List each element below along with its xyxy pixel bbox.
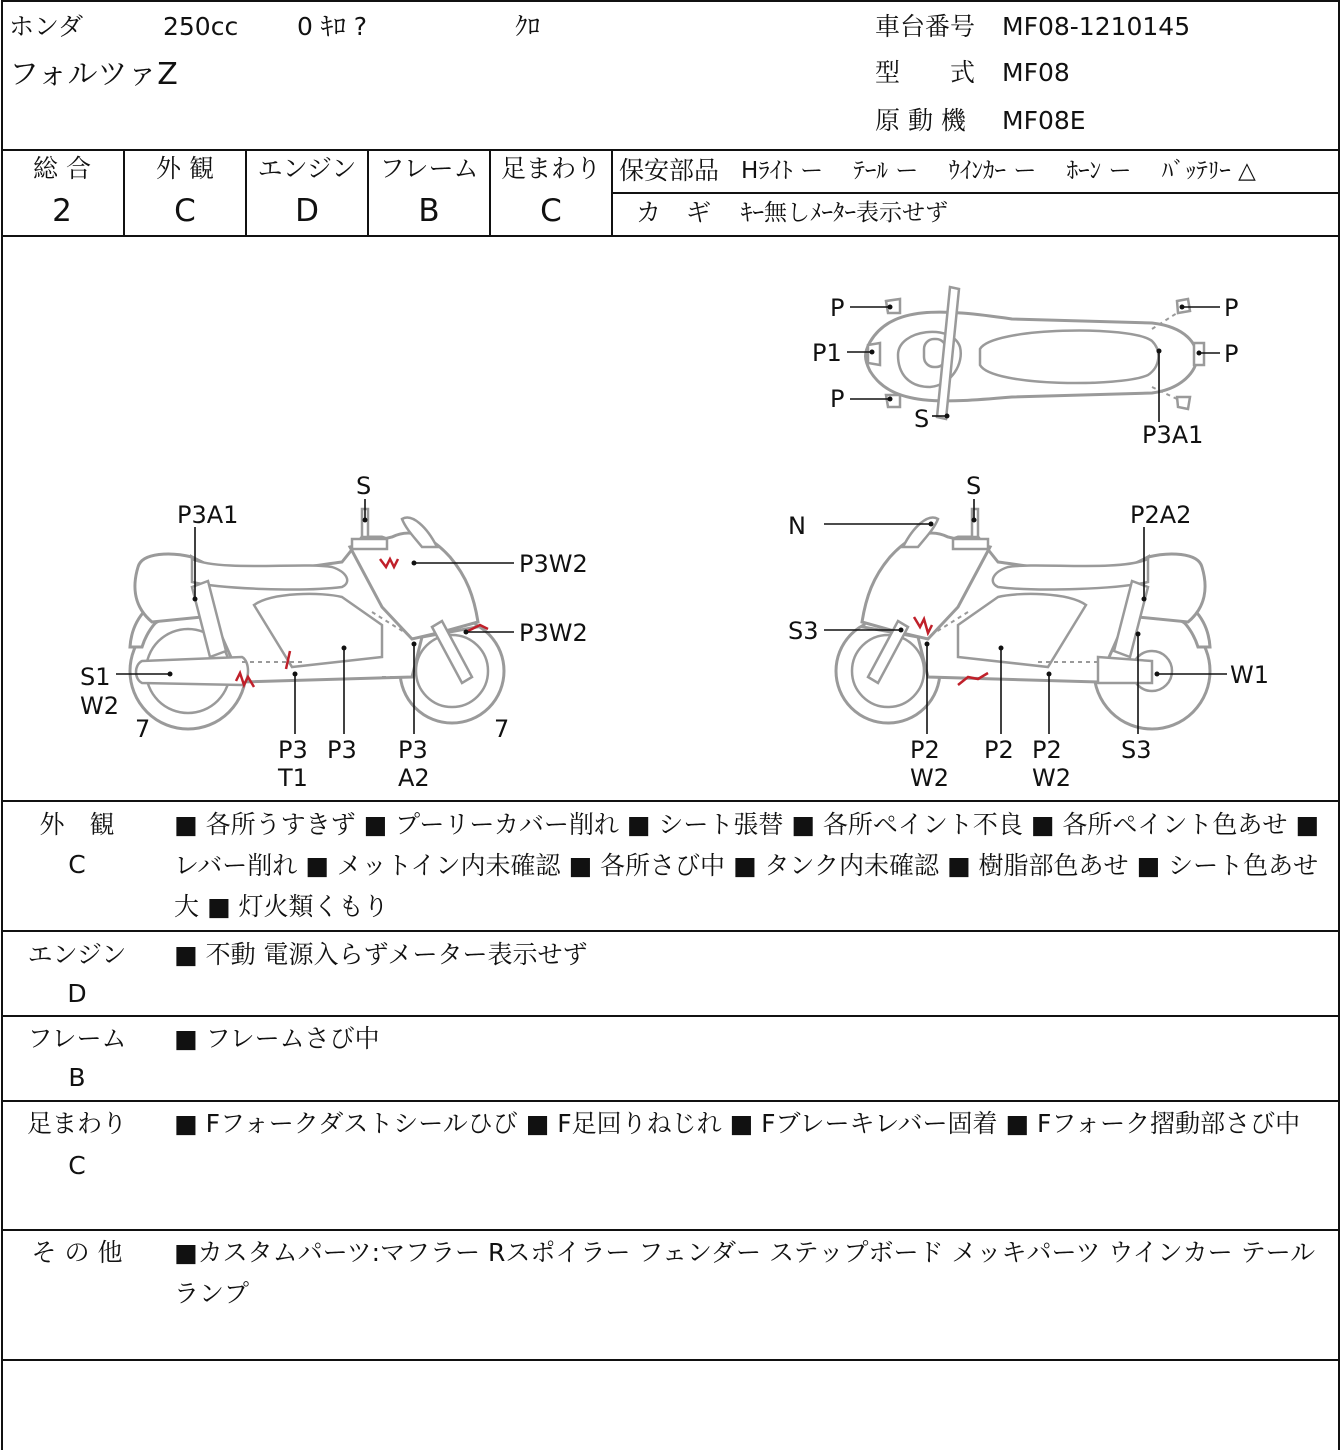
grade-label-exterior: 外 観	[156, 154, 214, 183]
type-value: MF08	[1002, 58, 1070, 87]
right-label-w1: W1	[1230, 661, 1269, 689]
suspension-title: 足まわり	[26, 1109, 127, 1138]
right-label-p2a2: P2A2	[1130, 501, 1192, 529]
divider-exterior	[2, 930, 1339, 932]
exterior-title: 外 観	[39, 810, 115, 839]
top-dot-p4	[1197, 351, 1202, 356]
suspension-remarks: ■ Fフォークダストシールひび ■ F足回りねじれ ■ Fブレーキレバー固着 ■ Fフォーク摺動部さび中	[174, 1109, 1301, 1138]
divider-engine	[2, 1015, 1339, 1017]
mileage: 0 ｷﾛ ?	[297, 12, 368, 41]
grade-value-frame: B	[418, 193, 440, 229]
right-label-s: S	[966, 472, 982, 500]
left-dot-p3a2	[412, 642, 417, 647]
divider-safety	[612, 192, 1339, 194]
engine-value: MF08E	[1002, 106, 1086, 135]
right-label-p2-3: P2	[1032, 736, 1062, 764]
top-view-mirror-2	[886, 395, 900, 407]
top-label-p1: P1	[812, 339, 842, 367]
suspension-grade: C	[68, 1151, 86, 1180]
top-label-s: S	[914, 405, 930, 433]
top-label-p-2: P	[830, 385, 845, 413]
right-label-s3-2: S3	[1121, 736, 1152, 764]
right-label-w2-1: W2	[910, 764, 949, 792]
other-remarks: ■カスタムパーツ:マフラー Rスポイラー フェンダー ステップボード メッキパーツ ウインカー テールランプ	[174, 1238, 1316, 1308]
grade-value-exterior: C	[174, 193, 196, 229]
grade-label-frame: フレーム	[379, 154, 479, 183]
right-dot-s3a	[899, 628, 904, 633]
left-label-a2: A2	[398, 764, 430, 792]
left-dot-s1	[168, 672, 173, 677]
divider-frame	[2, 1100, 1339, 1102]
left-label-t1: T1	[278, 764, 308, 792]
divider-header	[2, 149, 1339, 151]
top-label-p-3: P	[1224, 294, 1239, 322]
right-label-s3-1: S3	[788, 617, 819, 645]
left-label-7-front: 7	[494, 715, 510, 743]
other-title: そ の 他	[31, 1238, 123, 1267]
left-label-s1: S1	[80, 663, 111, 691]
left-label-p3a1: P3A1	[177, 501, 239, 529]
model-name: フォルツァZ	[9, 57, 178, 92]
divider-diagram	[2, 800, 1339, 802]
engine-remarks: ■ 不動 電源入らずメーター表示せず	[174, 940, 588, 969]
top-label-p-1: P	[830, 294, 845, 322]
right-label-n: N	[788, 512, 806, 540]
frame-grade: B	[68, 1063, 86, 1092]
right-dot-p2w2b	[1047, 672, 1052, 677]
left-dot-p3a1	[193, 597, 198, 602]
right-dot-p2w2a	[925, 642, 930, 647]
frame-remarks: ■ フレームさび中	[174, 1024, 380, 1053]
frame-title: フレーム	[27, 1024, 127, 1053]
divider-suspension	[2, 1229, 1339, 1231]
divider-other	[2, 1359, 1339, 1361]
top-view-light-front	[868, 343, 880, 365]
top-dot-p1b	[870, 350, 875, 355]
frame-no: MF08-1210145	[1002, 12, 1191, 41]
left-view-scooter	[80, 472, 588, 792]
top-dot-p3	[1180, 305, 1185, 310]
right-label-w2-2: W2	[1032, 764, 1071, 792]
right-dot-n	[929, 522, 934, 527]
grade-label-suspension: 足まわり	[500, 154, 601, 183]
frame-no-label: 車台番号	[875, 12, 976, 41]
right-handle	[953, 539, 988, 549]
right-dot-w1	[1155, 672, 1160, 677]
grade-value-overall: 2	[52, 193, 72, 229]
right-dot-s3b	[1136, 632, 1141, 637]
top-label-p-4: P	[1224, 340, 1239, 368]
left-label-p3-3: P3	[398, 736, 428, 764]
engine-grade: D	[67, 979, 87, 1008]
right-dot-s	[972, 518, 977, 523]
grade-value-suspension: C	[540, 193, 562, 229]
top-view-winker-rear-2	[1177, 397, 1190, 409]
top-view-scooter	[812, 287, 1238, 449]
key-value: ｷｰ無しﾒｰﾀｰ表示せず	[741, 200, 948, 226]
grade-label-engine: エンジン	[257, 154, 357, 183]
damage-diagram	[2, 237, 1339, 800]
top-label-p3a1: P3A1	[1142, 421, 1204, 449]
exterior-remarks: ■ 各所うすきず ■ プーリーカバー削れ ■ シート張替 ■ 各所ペイント不良 ■ 各所ペイント色あせ ■ レバー削れ ■ メットイン内未確認 ■ 各所さび中 ■ タンク内未確認 ■ 樹脂部色あせ ■ シート色あせ大 ■ 灯火類くもり	[174, 810, 1319, 921]
left-label-7-rear: 7	[135, 715, 151, 743]
engine-label: 原 動 機	[875, 106, 966, 135]
right-dot-p2a2	[1142, 597, 1147, 602]
displacement: 250cc	[163, 12, 239, 41]
grade-label-overall: 総 合	[33, 154, 91, 183]
left-label-p3w2-1: P3W2	[519, 550, 588, 578]
left-label-p3-1: P3	[278, 736, 308, 764]
left-dot-p3t1	[293, 672, 298, 677]
grade-value-engine: D	[295, 193, 319, 229]
left-muffler	[136, 657, 248, 685]
type-label: 型 式	[875, 58, 976, 87]
left-dot-s	[363, 518, 368, 523]
right-label-p2-2: P2	[984, 736, 1014, 764]
left-label-s: S	[356, 472, 372, 500]
safety-parts-items: Hﾗｲﾄ ー ﾃｰﾙ ー ｳｲﾝｶｰ ー ﾎｰﾝ ー ﾊﾞｯﾃﾘｰ △	[741, 158, 1256, 184]
maker: ホンダ	[9, 12, 84, 41]
border-top	[2, 0, 1339, 2]
right-swingarm	[1098, 657, 1152, 683]
key-label: カ ギ	[636, 198, 712, 227]
left-label-p3w2-2: P3W2	[519, 619, 588, 647]
left-dot-p3w2b	[464, 630, 469, 635]
exterior-grade: C	[68, 850, 86, 879]
color: ｸﾛ	[515, 12, 541, 41]
top-dot-p1	[888, 305, 893, 310]
top-dot-p2	[888, 397, 893, 402]
left-dot-p3w2a	[412, 561, 417, 566]
left-dot-p3	[342, 646, 347, 651]
top-view-seat	[980, 331, 1158, 384]
left-label-w2: W2	[80, 692, 119, 720]
right-dot-p2	[999, 646, 1004, 651]
right-view-scooter	[788, 472, 1269, 792]
top-dot-s	[945, 414, 950, 419]
left-label-p3-2: P3	[327, 736, 357, 764]
engine-title: エンジン	[27, 940, 127, 969]
right-label-p2-1: P2	[910, 736, 940, 764]
safety-parts-label: 保安部品	[619, 156, 720, 185]
right-mirror	[972, 509, 978, 537]
top-dot-p3a1	[1157, 349, 1162, 354]
left-handle	[352, 539, 387, 549]
